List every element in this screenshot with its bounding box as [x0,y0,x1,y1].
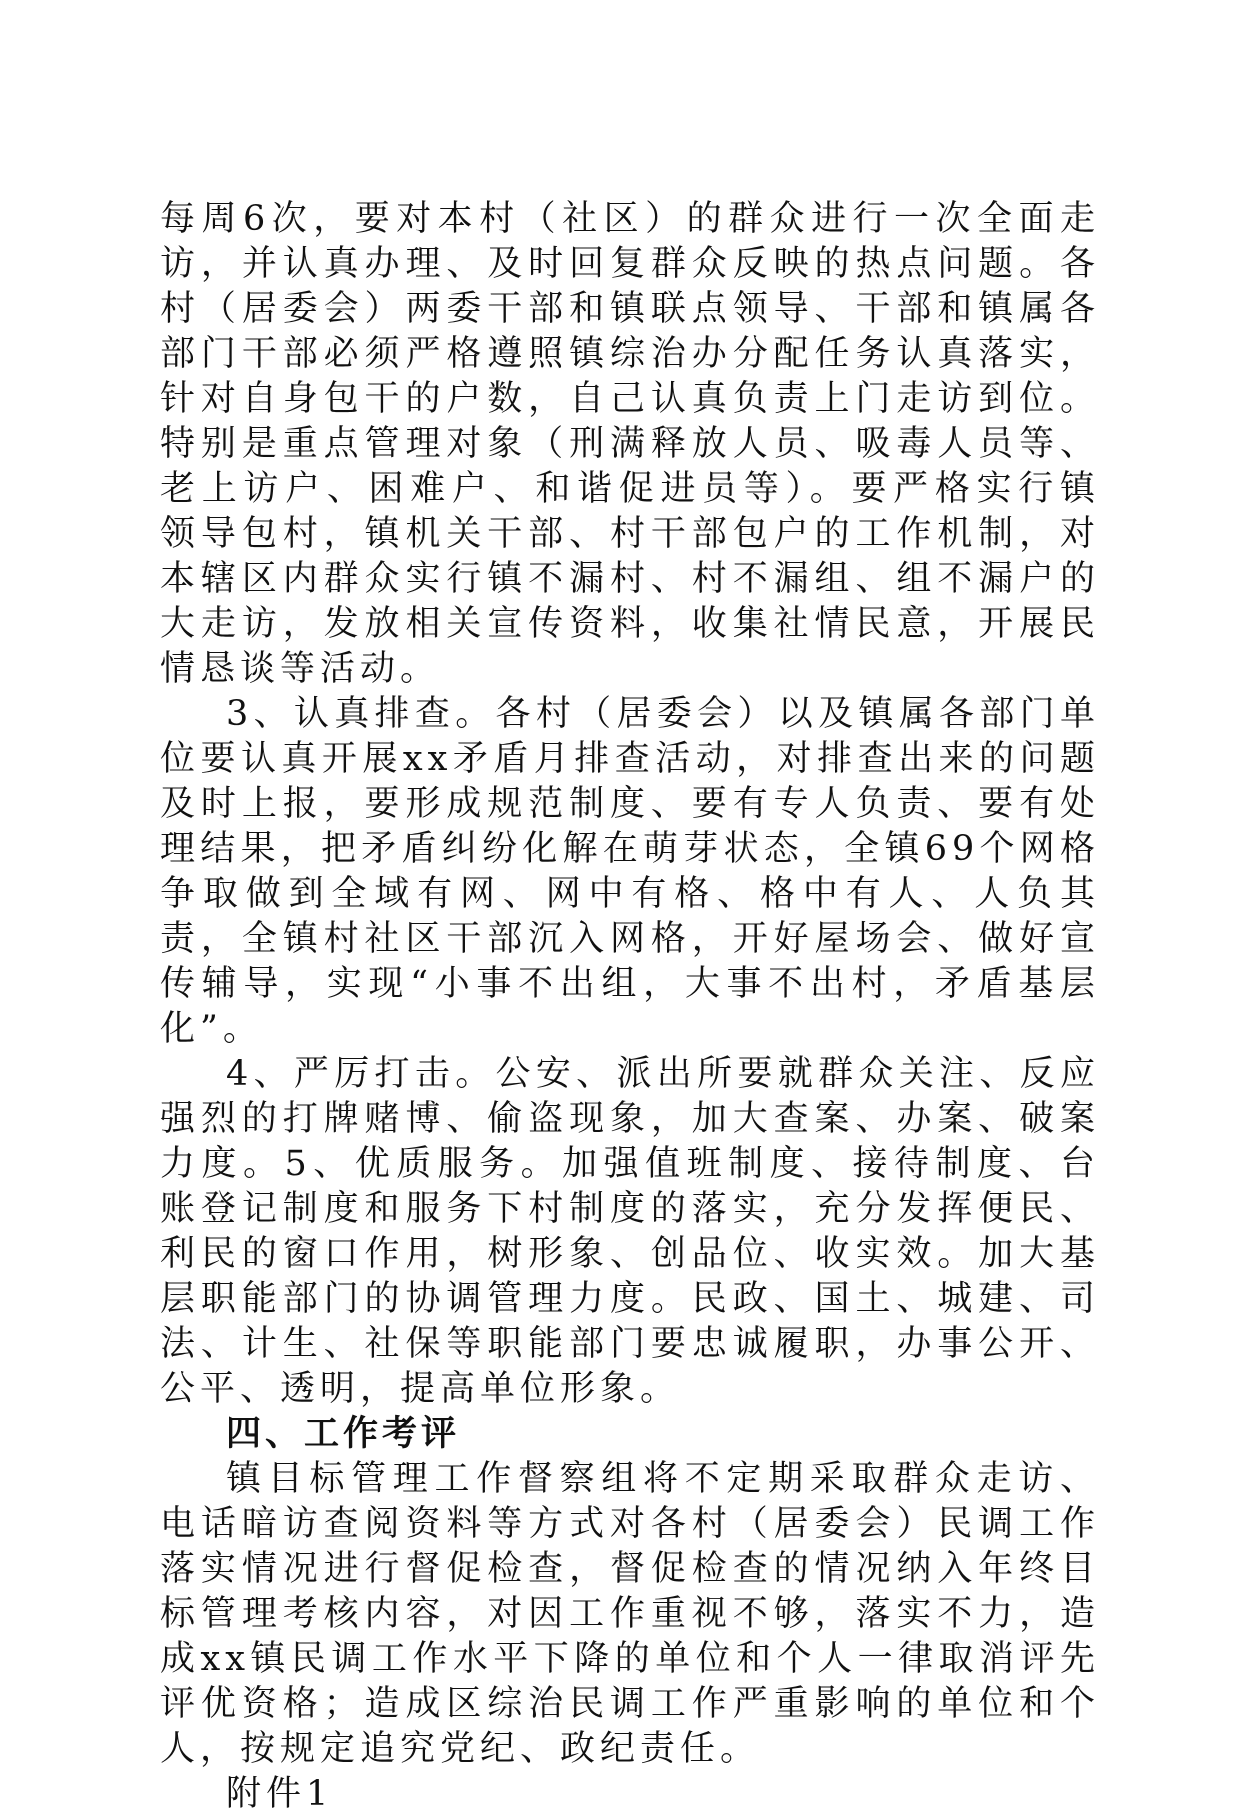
section-heading-evaluation: 四、工作考评 [226,1414,461,1454]
paragraph-evaluation: 镇目标管理工作督察组将不定期采取群众走访、电话暗访查阅资料等方式对各村（居委会）民调工作落实情况进行督促检查，督促检查的情况纳入年终目标管理考核内容，对因工作重视不够，落实不力，造成xx镇民调工作水平下降的单位和个人一律取消评先评优资格；造成区综治民调工作严重影响的单位和个人，按规定追究党纪、政纪责任。 [160,1459,1100,1769]
paragraph-investigation: 3、认真排查。各村（居委会）以及镇属各部门单位要认真开展xx矛盾月排查活动，对排查出来的问题及时上报，要形成规范制度、要有专人负责、要有处理结果，把矛盾纠纷化解在萌芽状态，全镇69个网格争取做到全域有网、网中有格、格中有人、人负其责，全镇村社区干部沉入网格，开好屋场会、做好宣传辅导，实现“小事不出组，大事不出村，矛盾基层化”。 [160,694,1100,1049]
paragraph-visits: 每周6次，要对本村（社区）的群众进行一次全面走访，并认真办理、及时回复群众反映的热点问题。各村（居委会）两委干部和镇联点领导、干部和镇属各部门干部必须严格遵照镇综治办分配任务认真落实，针对自身包干的户数，自己认真负责上门走访到位。特别是重点管理对象（刑满释放人员、吸毒人员等、老上访户、困难户、和谐促进员等）。要严格实行镇领导包村，镇机关干部、村干部包户的工作机制，对本辖区内群众实行镇不漏村、村不漏组、组不漏户的大走访，发放相关宣传资料，收集社情民意，开展民情恳谈等活动。 [160,199,1100,689]
attachment-label: 附件1 [226,1774,334,1814]
paragraph-crackdown-service: 4、严厉打击。公安、派出所要就群众关注、反应强烈的打牌赌博、偷盗现象，加大查案、办案、破案力度。5、优质服务。加强值班制度、接待制度、台账登记制度和服务下村制度的落实，充分发挥便民、利民的窗口作用，树形象、创品位、收实效。加大基层职能部门的协调管理力度。民政、国土、城建、司法、计生、社保等职能部门要忠诚履职，办事公开、公平、透明，提高单位形象。 [160,1054,1100,1409]
document-page [160,197,1100,1817]
